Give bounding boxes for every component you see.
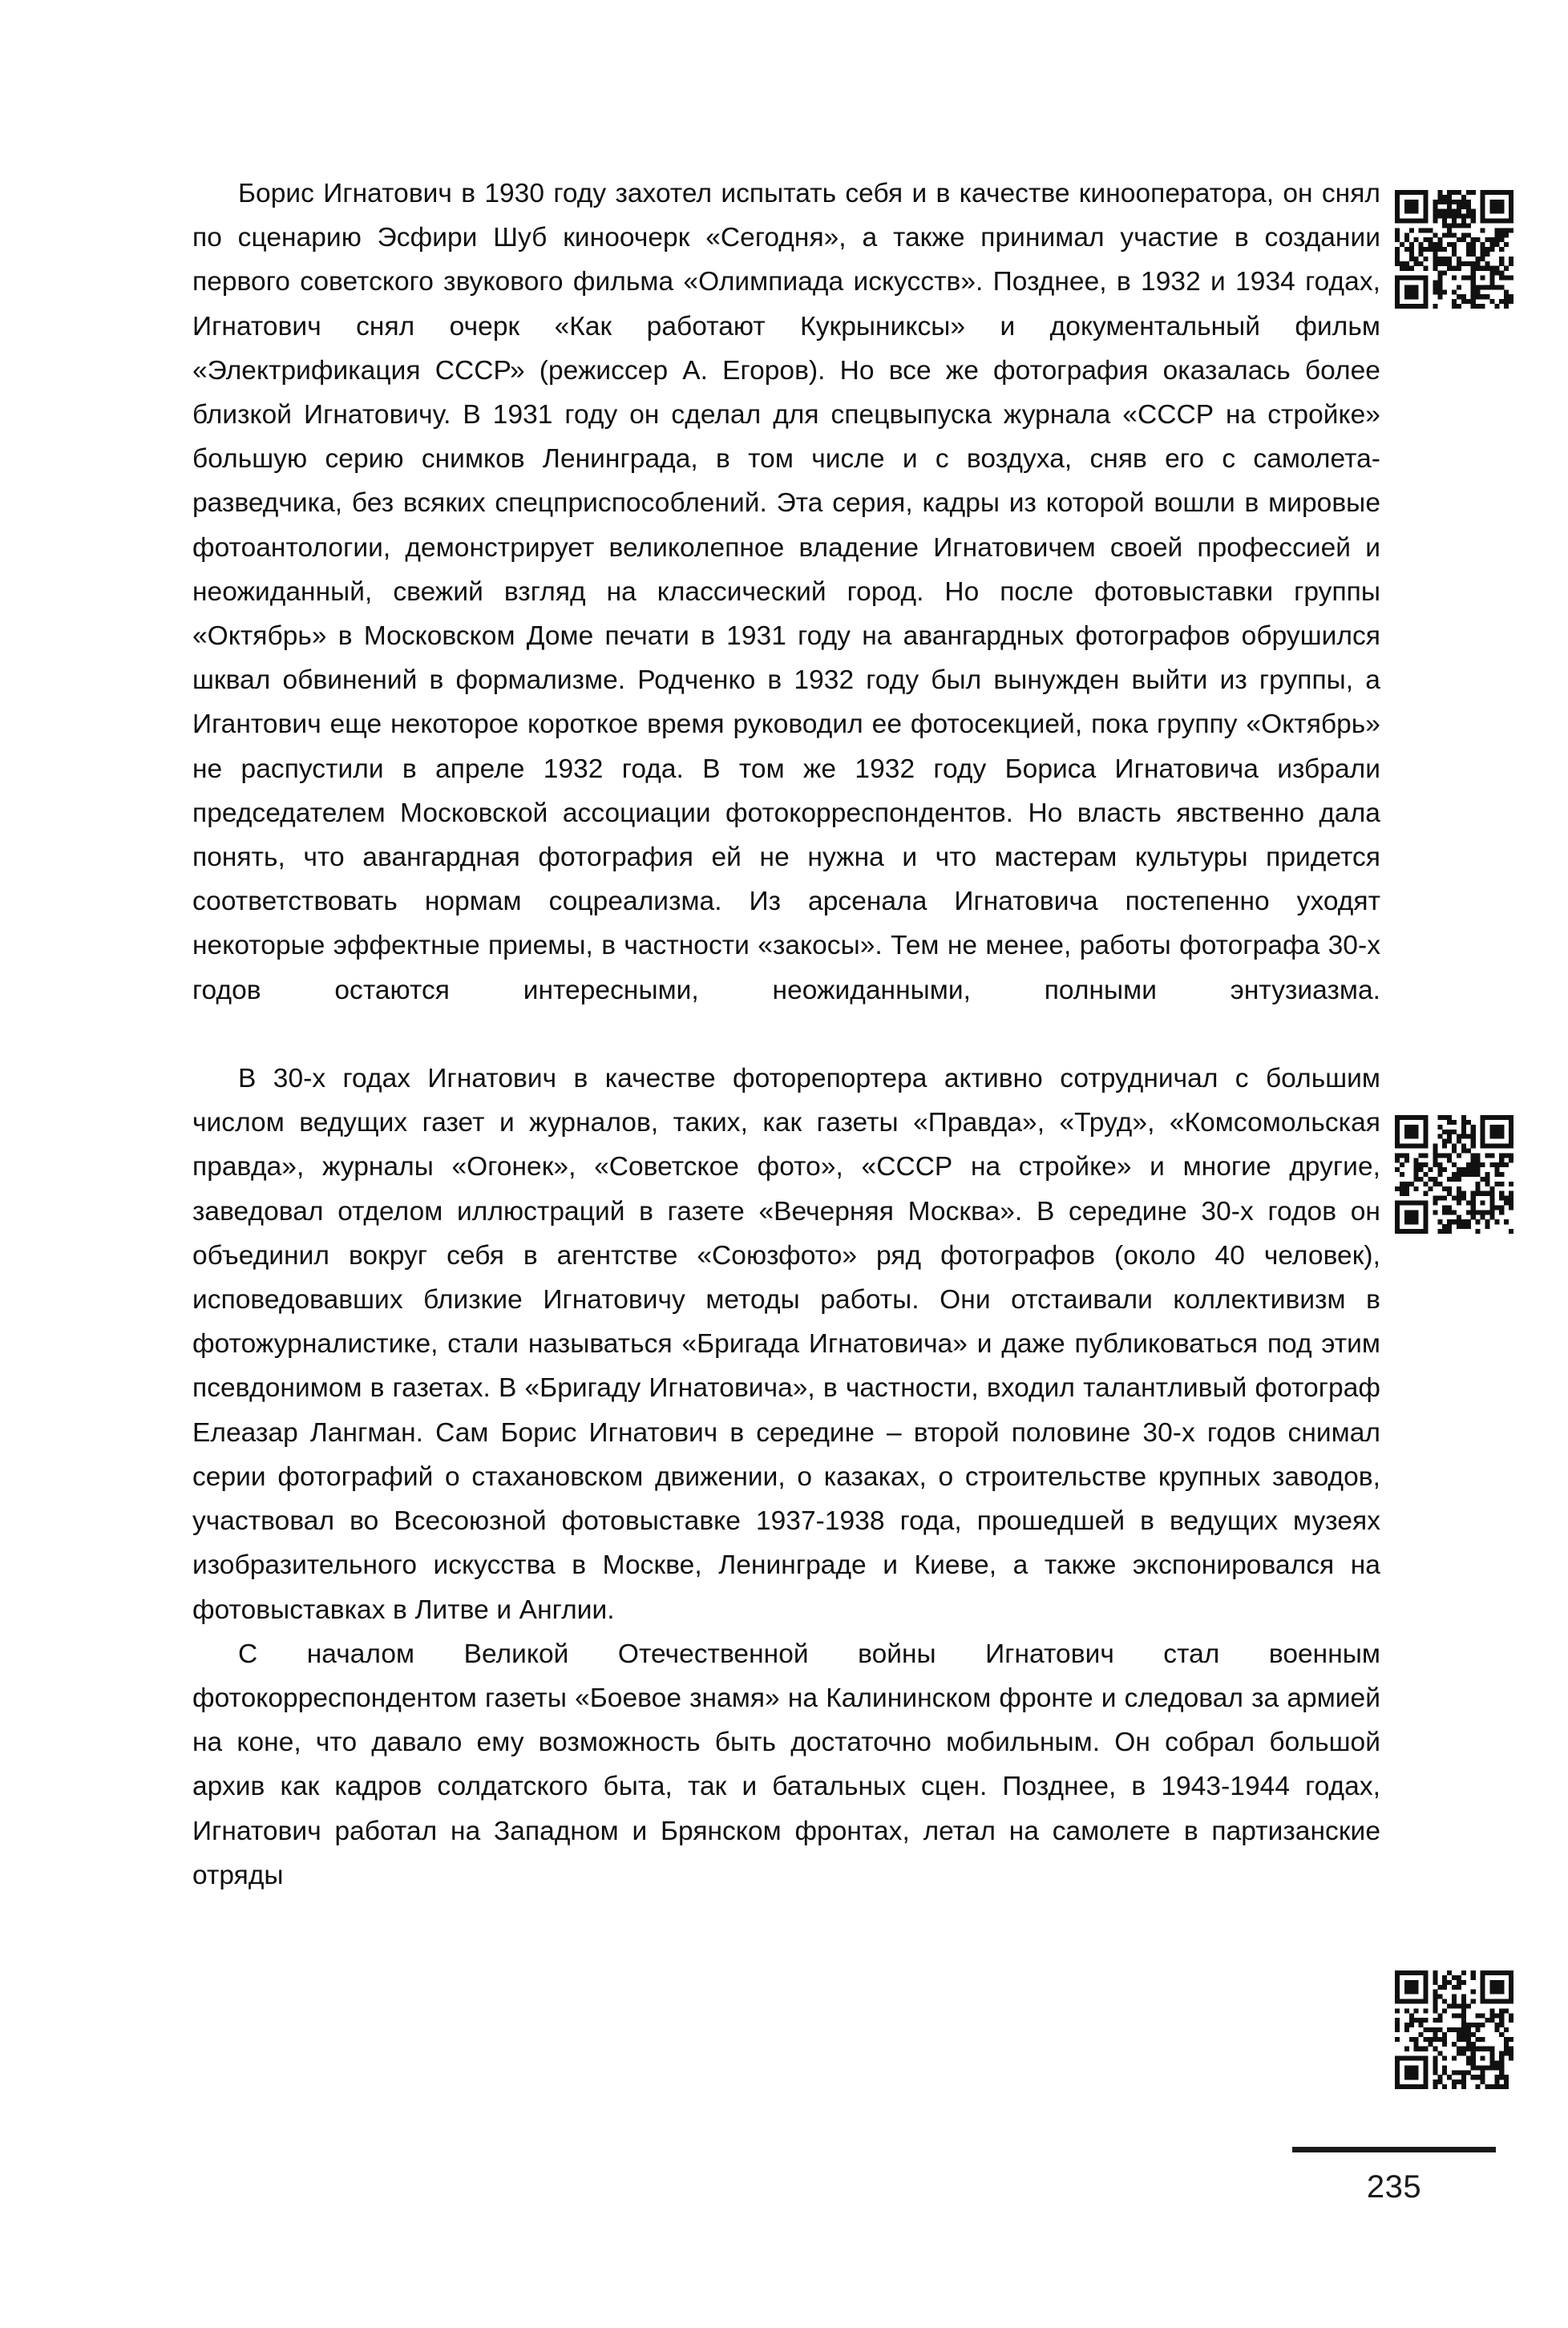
body-paragraph-1: Борис Игнатович в 1930 году захотел испытать себя и в качестве кинооператора, он снял по сценарию Эсфири Шуб киноочерк «Сегодня», а также принимал участие в создании первого советского звукового фильма «Олимпиада искусств». Позднее, в 1932 и 1934 годах, Игнатович снял очерк «Как работают Кукрыниксы» и документальный фильм «Электрификация СССР» (режиссер А. Егоров). Но все же фотография оказалась более близкой Игнатовичу. В 1931 году он сделал для спецвыпуска журнала «СССР на стройке» большую серию снимков Ленинграда, в том числе и с воздуха, сняв его с самолета-разведчика, без всяких спецприспособлений. Эта серия, кадры из которой вошли в мировые фотоантологии, демонстрирует великолепное владение Игнатовичем своей профессией и неожиданный, свежий взгляд на классический город. Но после фотовыставки группы «Октябрь» в Московском Доме печати в 1931 году на авангардных фотографов обрушился шквал обвинений в формализме. Родченко в 1932 году был вынужден выйти из группы, а Игантович еще некоторое короткое время руководил ее фотосекцией, пока группу «Октябрь» не распустили в апреле 1932 года. В том же 1932 году Бориса Игнатовича избрали председателем Московской ассоциации фотокорреспондентов. Но власть явственно дала понять, что авангардная фотография ей не нужна и что мастерам культуры придется соответствовать нормам соцреализма. Из арсенала Игнатовича постепенно уходят некоторые эффектные приемы, в частности «закосы». Тем не менее, работы фотографа 30-х годов остаются интересными, неожиданными, полными энтузиазма. xyxy=(192,179,1380,1005)
qr-code-bottom xyxy=(1395,1970,1513,2089)
footer-rule xyxy=(1292,2147,1496,2152)
body-paragraph-3: С началом Великой Отечественной войны Игнатович стал военным фотокорреспондентом газеты «Боевое знамя» на Калининском фронте и следовал за армией на коне, что давало ему возможность быть достаточно мобильным. Он собрал большой архив как кадров солдатского быта, так и батальных сцен. Позднее, в 1943-1944 годах, Игнатович работал на Западном и Брянском фронтах, летал на самолете в партизанские отряды xyxy=(192,1639,1380,1890)
qr-code-middle xyxy=(1395,1115,1513,1234)
body-text-column xyxy=(192,172,1380,1942)
body-paragraph-2: В 30-х годах Игнатович в качестве фоторепортера активно сотрудничал с большим числом ведущих газет и журналов, таких, как газеты «Правда», «Труд», «Комсомольская правда», журналы «Огонек», «Советское фото», «СССР на стройке» и многие другие, заведовал отделом иллюстраций в газете «Вечерняя Москва». В середине 30-х годов он объединил вокруг себя в агентстве «Союзфото» ряд фотографов (около 40 человек), исповедовавших близкие Игнатовичу методы работы. Они отстаивали коллективизм в фотожурналистике, стали называться «Бригада Игнатовича» и даже публиковаться под этим псевдонимом в газетах. В «Бригаду Игнатовича», в частности, входил талантливый фотограф Елеазар Лангман. Сам Борис Игнатович в середине – второй половине 30-х годов снимал серии фотографий о стахановском движении, о казаках, о строительстве крупных заводов, участвовал во Всесоюзной фотовыставке 1937-1938 года, прошедшей в ведущих музеях изобразительного искусства в Москве, Ленинграде и Киеве, а также экспонировался на фотовыставках в Литве и Англии. xyxy=(192,1064,1380,1625)
page-number: 235 xyxy=(1366,2169,1422,2205)
qr-code-top xyxy=(1395,190,1513,309)
